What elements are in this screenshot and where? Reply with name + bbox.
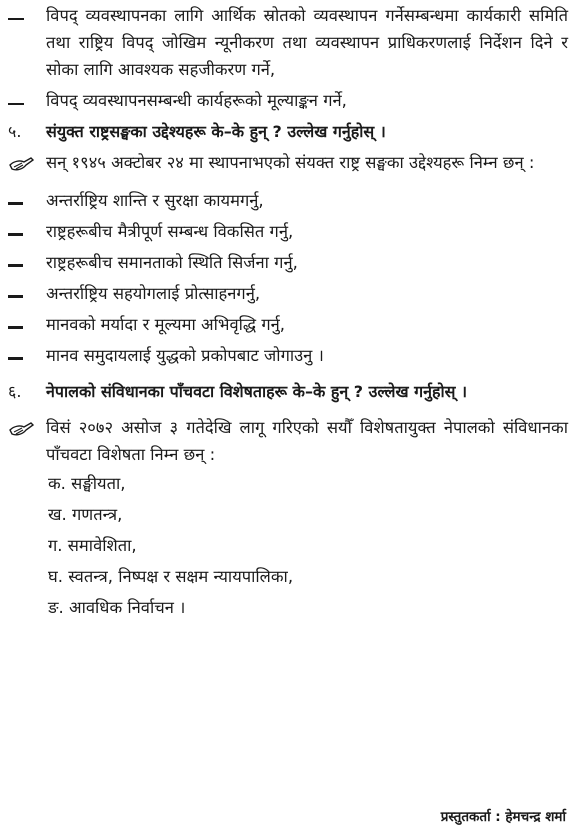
list-item: अन्तर्राष्ट्रिय शान्ति र सुरक्षा कायमगर्नु, (46, 191, 264, 210)
list-item: राष्ट्रहरूबीच समानताको स्थिति सिर्जना गर्नु, (46, 253, 298, 272)
answer-intro: विसं २०७२ असोज ३ गतेदेखि लागू गरिएको सयौँ विशेषतायुक्त नेपालको संविधानका पाँचवटा विशेषता निम्न छन् : (46, 418, 568, 464)
answer-5-item-2 (8, 218, 568, 245)
dash-bullet-icon (8, 264, 23, 267)
answer-intro: सन् १९४५ अक्टोबर २४ मा स्थापनाभएको संयक्त राष्ट्र सङ्घका उद्देश्यहरू निम्न छन् : (46, 153, 535, 172)
list-item: ख. गणतन्त्र, (48, 505, 123, 524)
question-text: नेपालको संविधानका पाँचवटा विशेषताहरू के–के हुन् ? उल्लेख गर्नुहोस् । (46, 382, 468, 401)
list-item: अन्तर्राष्ट्रिय सहयोगलाई प्रोत्साहनगर्नु, (46, 284, 261, 303)
question-number: ६. (8, 382, 22, 401)
list-item: राष्ट्रहरूबीच मैत्रीपूर्ण सम्बन्ध विकसित गर्नु, (46, 222, 294, 241)
list-item: क. सङ्घीयता, (48, 474, 126, 493)
list-item: ङ. आवधिक निर्वाचन । (48, 598, 186, 617)
answer-5-item-5 (8, 311, 568, 338)
answer-5-intro (8, 149, 568, 183)
writing-hand-icon (8, 417, 34, 439)
question-5 (8, 118, 568, 145)
list-item: मानव समुदायलाई युद्धको प्रकोपबाट जोगाउनु । (46, 346, 324, 365)
dash-bullet-icon (8, 18, 24, 20)
bullet-line-2 (8, 87, 568, 114)
question-number: ५. (8, 122, 22, 141)
line-text: विपद् व्यवस्थापनसम्बन्धी कार्यहरूको मूल्याङ्कन गर्ने, (46, 91, 347, 110)
answer-5-item-3 (8, 249, 568, 276)
answer-5-item-1 (8, 187, 568, 214)
line-text: विपद् व्यवस्थापनका लागि आर्थिक स्रोतको व्यवस्थापन गर्नेसम्बन्धमा कार्यकारी समिति तथा राष्ट्रिय विपद् जोखिम न्यूनीकरण तथा व्यवस्थापन प्राधिकरणलाई निर्देशन दिने र सोका लागि आवश्यक सहजीकरण गर्ने, (46, 6, 568, 79)
writing-hand-icon (8, 152, 34, 174)
bullet-line-1 (8, 2, 568, 83)
dash-bullet-icon (8, 202, 23, 205)
answer-5-item-6 (8, 342, 568, 369)
dash-bullet-icon (8, 103, 24, 105)
question-text: संयुक्त राष्ट्रसङ्घका उद्देश्यहरू के–के हुन् ? उल्लेख गर्नुहोस् । (46, 122, 386, 141)
list-item: ग. समावेशिता, (48, 536, 137, 555)
question-6 (8, 378, 568, 405)
features-list (8, 468, 568, 623)
answer-6-intro (8, 414, 568, 468)
list-item: घ. स्वतन्त्र, निष्पक्ष र सक्षम न्यायपालिका, (48, 567, 294, 586)
dash-bullet-icon (8, 357, 23, 360)
list-item: मानवको मर्यादा र मूल्यमा अभिवृद्धि गर्नु, (46, 315, 286, 334)
dash-bullet-icon (8, 326, 23, 329)
answer-5-item-4 (8, 280, 568, 307)
dash-bullet-icon (8, 295, 23, 298)
dash-bullet-icon (8, 233, 23, 236)
presenter-credit: प्रस्तुतकर्ता : हेमचन्द्र शर्मा (440, 809, 566, 825)
